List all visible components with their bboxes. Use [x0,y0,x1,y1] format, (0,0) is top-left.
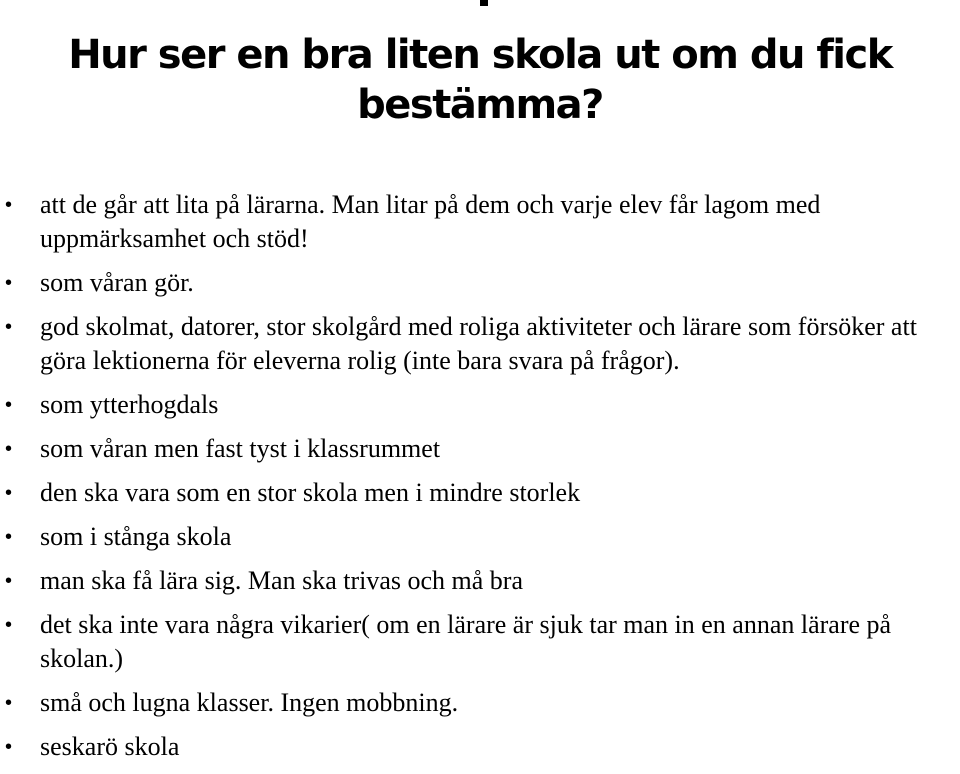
list-item-text: små och lugna klasser. Ingen mobbning. [40,688,459,717]
list-item [0,432,960,466]
bullet-icon: • [5,526,13,548]
list-item-text: som ytterhogdals [40,390,219,419]
list-item [0,476,960,510]
list-item [0,520,960,554]
bullet-icon: • [5,692,13,714]
bullet-icon: • [5,272,13,294]
list-item [0,266,960,300]
list-item-text: att de går att lita på lärarna. Man litar på dem och varje elev får lagom med uppmärksamhet och stöd! [40,190,821,253]
list-item-text: man ska få lära sig. Man ska trivas och må bra [40,566,524,595]
list-item [0,730,960,764]
bullet-icon: • [5,482,13,504]
list-item [0,388,960,422]
list-item-text: god skolmat, datorer, stor skolgård med roliga aktiviteter och lärare som försöker att göra lektionerna för eleverna rolig (inte bara svara på frågor). [40,312,917,375]
bullet-icon: • [5,194,13,216]
list-item-text: som våran gör. [40,268,194,297]
bullet-list [0,188,960,774]
bullet-icon: • [5,316,13,338]
list-item-text: som våran men fast tyst i klassrummet [40,434,441,463]
bullet-icon: • [5,438,13,460]
top-dot-decoration [480,0,488,6]
list-item-text: seskarö skola [40,732,180,761]
list-item [0,564,960,598]
list-item [0,188,960,256]
list-item [0,608,960,676]
slide-title: Hur ser en bra liten skola ut om du fick bestämma? [68,32,892,128]
bullet-icon: • [5,614,13,636]
list-item-text: det ska inte vara några vikarier( om en lärare är sjuk tar man in en annan lärare på skolan.) [40,610,892,673]
list-item [0,686,960,720]
bullet-icon: • [5,570,13,592]
bullet-icon: • [5,394,13,416]
list-item-text: den ska vara som en stor skola men i mindre storlek [40,478,581,507]
bullet-icon: • [5,736,13,758]
list-item-text: som i stånga skola [40,522,232,551]
list-item [0,310,960,378]
